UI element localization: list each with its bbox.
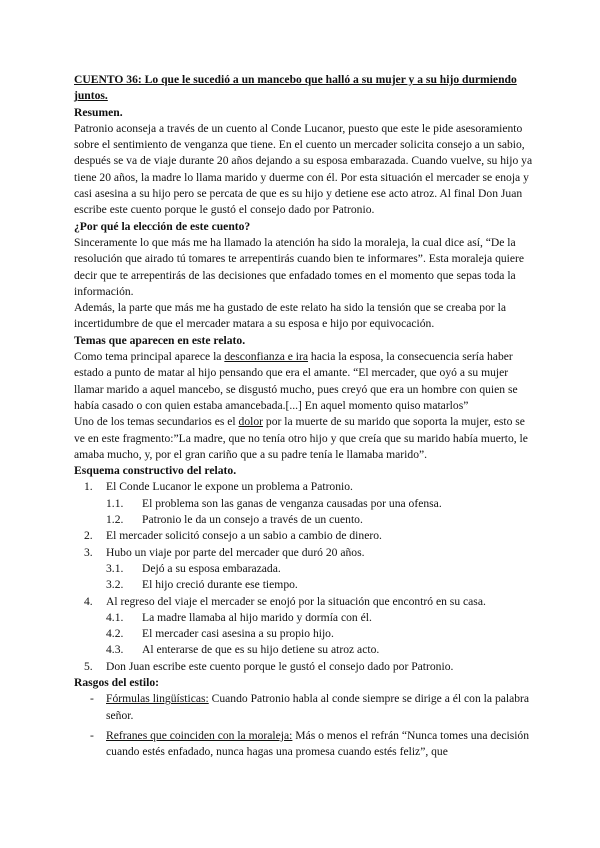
sub-list-item	[74, 642, 534, 658]
temas-p2-end: por la muerte de su marido que soporta la mujer, esto se ve en este fragmento:”La madre, que no tenía otro hijo y que creía que su marido había muerto, le amaba mucho, y, por el gran cariño que a su padre tenía le llamaba marido”.	[74, 415, 528, 461]
list-number: 3.	[84, 545, 93, 559]
rasgo-label: Refranes que coinciden con la moraleja:	[106, 728, 293, 742]
temas-p1-start: Como tema principal aparece la	[74, 350, 225, 364]
sub-list-item	[74, 626, 534, 642]
list-text: Al regreso del viaje el mercader se enojó por la situación que encontró en su casa.	[106, 594, 486, 608]
eleccion-heading: ¿Por qué la elección de este cuento?	[74, 219, 251, 233]
rasgo-label: Fórmulas lingüísticas:	[106, 692, 209, 706]
sub-list-number: 4.2.	[106, 627, 124, 641]
temas-p1-underlined: desconfianza e ira	[224, 350, 309, 364]
list-number: 5.	[84, 659, 93, 673]
sub-list-number: 3.2.	[106, 578, 124, 592]
document-page	[74, 72, 534, 760]
sub-list-number: 4.3.	[106, 643, 124, 657]
temas-paragraph-2	[74, 414, 534, 463]
list-item	[74, 691, 534, 724]
temas-p2-underlined: dolor	[238, 415, 264, 429]
temas-p1-end: hacia la esposa, la consecuencia sería haber estado a punto de matar al hijo pensando que era el amante. “El mercader, que oyó a su mujer llamar marido a aquel mancebo, se disgustó mucho, pues creyó que era un hombre con quien se había casado o con quien estaba amancebada.[...] En aquel momento quiso matarlos”	[74, 350, 518, 412]
list-item	[74, 728, 534, 761]
sub-list-text: El mercader casi asesina a su propio hijo.	[142, 627, 334, 641]
sub-list-number: 1.1.	[106, 496, 124, 510]
list-text: Hubo un viaje por parte del mercader que duró 20 años.	[106, 545, 365, 559]
rasgos-heading: Rasgos del estilo:	[74, 675, 160, 689]
list-dash: -	[90, 692, 94, 706]
list-text: Don Juan escribe este cuento porque le gustó el consejo dado por Patronio.	[106, 659, 454, 673]
sub-list-text: El hijo creció durante ese tiempo.	[142, 578, 298, 592]
list-item	[74, 659, 534, 675]
esquema-heading: Esquema constructivo del relato.	[74, 464, 237, 478]
resumen-paragraph: Patronio aconseja a través de un cuento al Conde Lucanor, puesto que este le pide asesoramiento sobre el sentimiento de venganza que tiene. En el cuento un mercader solicita consejo a un sabio, después se va de viaje durante 20 años dejando a su esposa embarazada. Cuando vuelve, su hijo ya tiene 20 años, la madre lo llama marido y duerme con él. Por esta situación el mercader se enoja y casi asesina a su hijo pero se percata de que es su hijo y detiene ese acto atroz. Al final Don Juan escribe este cuento porque le gustó el consejo dado por Patronio.	[74, 121, 533, 217]
list-number: 1.	[84, 480, 93, 494]
list-item	[74, 594, 534, 610]
sub-list-text: Dejó a su esposa embarazada.	[142, 561, 281, 575]
resumen-heading: Resumen.	[74, 105, 123, 119]
list-item	[74, 545, 534, 561]
list-number: 4.	[84, 594, 93, 608]
sub-list-item	[74, 561, 534, 577]
rasgo-text: Más o menos el refrán “Nunca tomes una decisión cuando estés enfadado, nunca hagas una promesa cuando estés feliz”, que	[106, 728, 530, 759]
temas-paragraph-1	[74, 349, 534, 414]
rasgos-list	[74, 691, 534, 760]
rasgo-text: Cuando Patronio habla al conde siempre se dirige a él con la palabra señor.	[106, 692, 530, 722]
sub-list-text: Al enterarse de que es su hijo detiene su atroz acto.	[142, 643, 380, 657]
sub-list-text: La madre llamaba al hijo marido y dormía con él.	[142, 610, 372, 624]
sub-list-item	[74, 610, 534, 626]
document-title: CUENTO 36: Lo que le sucedió a un mancebo que halló a su mujer y a su hijo durmiendo juntos.	[74, 73, 517, 103]
sub-list-text: Patronio le da un consejo a través de un cuento.	[142, 513, 363, 527]
eleccion-paragraph-1: Sinceramente lo que más me ha llamado la atención ha sido la moraleja, la cual dice así, “De la resolución que airado tú tomares te arrepentirás cuando bien te informares”. Esta moraleja quiere decir que te arrepentirás de las decisiones que enfadado tomes en el momento que sepas toda la información.	[74, 235, 525, 298]
esquema-list	[74, 479, 534, 675]
list-item	[74, 479, 534, 495]
list-text: El mercader solicitó consejo a un sabio a cambio de dinero.	[106, 529, 382, 543]
eleccion-paragraph-2: Además, la parte que más me ha gustado de este relato ha sido la tensión que se creaba por la incertidumbre de que el mercader matara a su esposa e hijo por equivocación.	[74, 301, 507, 331]
temas-p2-start: Uno de los temas secundarios es el	[74, 415, 239, 429]
sub-list-number: 4.1.	[106, 610, 124, 624]
list-number: 2.	[84, 529, 93, 543]
list-dash: -	[90, 728, 94, 742]
sub-list-text: El problema son las ganas de venganza causadas por una ofensa.	[142, 496, 442, 510]
sub-list-item	[74, 512, 534, 528]
list-item	[74, 528, 534, 544]
sub-list-item	[74, 496, 534, 512]
sub-list-number: 3.1.	[106, 561, 124, 575]
temas-heading: Temas que aparecen en este relato.	[74, 333, 246, 347]
list-text: El Conde Lucanor le expone un problema a Patronio.	[106, 480, 353, 494]
sub-list-item	[74, 577, 534, 593]
sub-list-number: 1.2.	[106, 513, 124, 527]
